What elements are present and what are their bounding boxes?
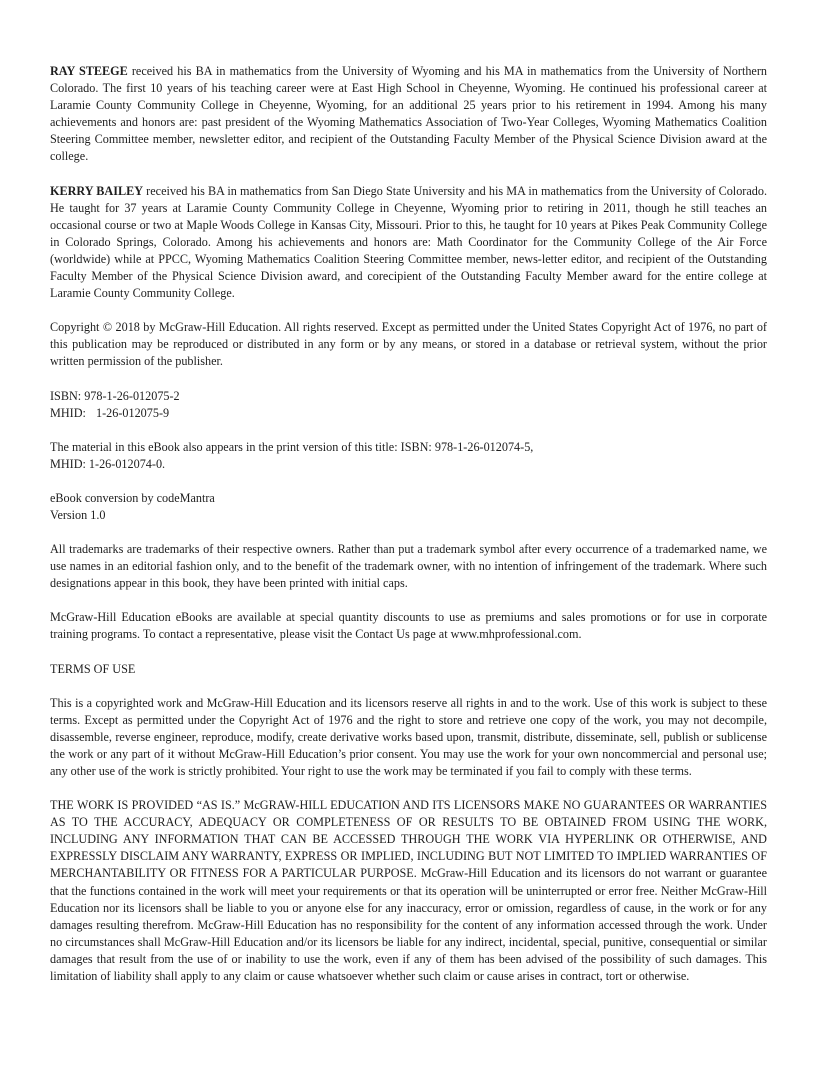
author-name: RAY STEEGE xyxy=(50,64,128,78)
mhid-value: 1-26-012075-9 xyxy=(96,405,170,420)
mhid-row xyxy=(50,405,767,422)
author-bio-kerry-bailey xyxy=(50,183,767,303)
ebook-version-line: Version 1.0 xyxy=(50,507,106,522)
terms-of-use-body: This is a copyrighted work and McGraw-Hill Education and its licensors reserve all rights in and to the work. Use of this work is subject to these terms. Except as permitted under the Copyright Act of 1976 and the right to store and retrieve one copy of the work, you may not decompile, disassemble, reverse engineer, reproduce, modify, create derivative works based upon, transmit, distribute, disseminate, sell, publish or sublicense the work or any part of it without McGraw-Hill Education’s prior consent. You may use the work for your own noncommercial and personal use; any other use of the work is strictly prohibited. Your right to use the work may be terminated if you fail to comply with these terms. xyxy=(50,695,767,778)
warranty-disclaimer: THE WORK IS PROVIDED “AS IS.” McGRAW-HILL EDUCATION AND ITS LICENSORS MAKE NO GUARANTEES OR WARRANTIES AS TO THE ACCURACY, ADEQUACY OR COMPLETENESS OF OR RESULTS TO BE OBTAINED FROM USING THE WORK, INCLUDING ANY INFORMATION THAT CAN BE ACCESSED THROUGH THE WORK VIA HYPERLINK OR OTHERWISE, AND EXPRESSLY DISCLAIM ANY WARRANTY, EXPRESS OR IMPLIED, INCLUDING BUT NOT LIMITED TO IMPLIED WARRANTIES OF MERCHANTABILITY OR FITNESS FOR A PARTICULAR PURPOSE. McGraw-Hill Education and its licensors do not warrant or guarantee that the functions contained in the work will meet your requirements or that its operation will be uninterrupted or error free. Neither McGraw-Hill Education nor its licensors shall be liable to you or anyone else for any inaccuracy, error or omission, regardless of cause, in the work or for any damages resulting therefrom. McGraw-Hill Education has no responsibility for the content of any information accessed through the work. Under no circumstances shall McGraw-Hill Education and/or its licensors be liable for any indirect, incidental, special, punitive, consequential or similar damages that result from the use of or inability to use the work, even if any of them has been advised of the possibility of such damages. This limitation of liability shall apply to any claim or cause whatsoever whether such claim or cause arises in contract, tort or otherwise. xyxy=(50,798,767,984)
author-bio-text: received his BA in mathematics from the University of Wyoming and his MA in mathematics from the University of Northern Colorado. The first 10 years of his teaching career were at East High School in Cheyenne, Wyoming. He continued his professional career at Laramie County Community College in Cheyenne, Wyoming, for an additional 25 years prior to his retirement in 1994. Among his many achievements and honors are: past president of the Wyoming Mathematics Association of Two-Year Colleges, Wyoming Mathematics Coalition Steering Committee member, newsletter editor, and recipient of the Outstanding Faculty Member of the Physical Science Division award at the college. xyxy=(50,64,767,164)
author-bio-text: received his BA in mathematics from San Diego State University and his MA in mathematics from the University of Colorado. He taught for 37 years at Laramie County Community College in Cheyenne, Wyoming prior to retiring in 2011, though he still teaches an occasional course or two at Maple Woods College in Kansas City, Missouri. Prior to this, he taught for 10 years at Pikes Peak Community College in Colorado Springs, Colorado. Among his achievements and honors are: Math Coordinator for the Community College of the Air Force (worldwide) while at PPCC, Wyoming Mathematics Coalition Steering Committee member, news-letter editor, and recipient of the Outstanding Faculty Member of the Physical Science Division award, and corecipient of the Outstanding Faculty Member award for the entire college at Laramie County Community College. xyxy=(50,183,767,301)
print-version-line: MHID: 1-26-012074-0. xyxy=(50,456,166,471)
author-name: KERRY BAILEY xyxy=(50,183,144,198)
ebook-conversion-line: eBook conversion by codeMantra xyxy=(50,490,215,505)
isbn-block xyxy=(50,388,767,422)
isbn-value: 978-1-26-012075-2 xyxy=(84,388,180,403)
copyright-notice: Copyright © 2018 by McGraw-Hill Education. All rights reserved. Except as permitted under the United States Copyright Act of 1976, no part of this publication may be reproduced or distributed in any form or by any means, or stored in a database or retrieval system, without the prior written permission of the publisher. xyxy=(50,320,767,369)
author-bio-ray-steege xyxy=(50,63,767,166)
print-version-line: The material in this eBook also appears in the print version of this title: ISBN: 978-1-26-012074-5, xyxy=(50,439,534,454)
discount-notice: McGraw-Hill Education eBooks are available at special quantity discounts to use as premiums and sales promotions or for use in corporate training programs. To contact a representative, please visit the Contact Us page at www.mhprofessional.com. xyxy=(50,610,767,642)
isbn-row xyxy=(50,388,767,405)
print-version-note xyxy=(50,439,767,473)
copyright-page xyxy=(50,63,767,985)
mhid-label: MHID: xyxy=(50,405,86,420)
terms-of-use-heading: TERMS OF USE xyxy=(50,661,136,676)
trademark-notice: All trademarks are trademarks of their respective owners. Rather than put a trademark symbol after every occurrence of a trademarked name, we use names in an editorial fashion only, and to the benefit of the trademark owner, with no intention of infringement of the trademark. Where such designations appear in this book, they have been printed with initial caps. xyxy=(50,542,767,591)
ebook-conversion-note xyxy=(50,490,767,524)
isbn-label: ISBN: xyxy=(50,388,82,403)
